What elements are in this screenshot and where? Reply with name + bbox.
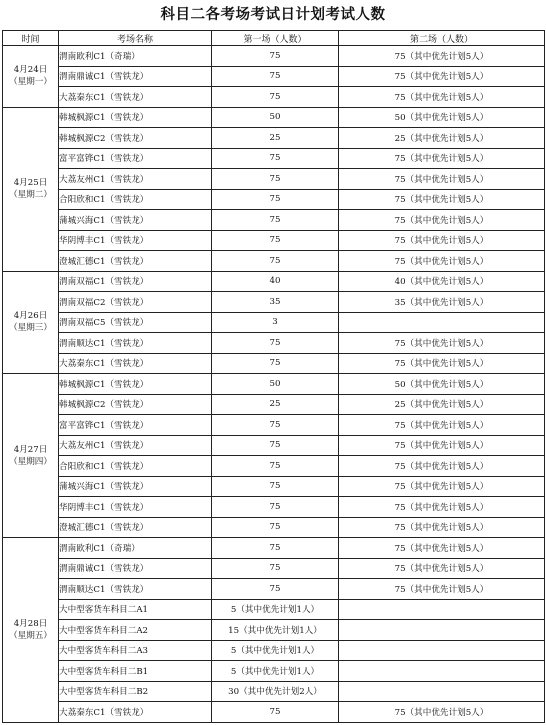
session2-cell: 75（其中优先计划5人）	[339, 497, 545, 518]
session1-cell: 75	[212, 66, 339, 87]
date-cell	[3, 538, 59, 723]
session2-cell	[339, 620, 545, 641]
session2-cell: 75（其中优先计划5人）	[339, 456, 545, 477]
header-venue: 考场名称	[59, 31, 212, 46]
venue-cell: 韩城枫源C1（雪铁龙）	[59, 107, 212, 128]
session2-cell: 75（其中优先计划5人）	[339, 579, 545, 600]
venue-cell: 大中型客货车科目二A3	[59, 640, 212, 661]
venue-cell: 大中型客货车科目二B2	[59, 681, 212, 702]
session2-cell: 75（其中优先计划5人）	[339, 210, 545, 231]
date-label: 4月25日	[13, 178, 48, 188]
date-label: 4月27日	[13, 444, 48, 455]
table-row	[3, 87, 545, 108]
table-row	[3, 415, 545, 436]
date-label: 4月24日	[13, 65, 48, 76]
date-cell	[3, 107, 59, 271]
session2-cell: 75（其中优先计划5人）	[339, 476, 545, 497]
session2-cell: 75（其中优先计划5人）	[339, 702, 545, 723]
session2-cell: 75（其中优先计划5人）	[339, 353, 545, 374]
venue-cell: 渭南双福C5（雪铁龙）	[59, 312, 212, 333]
venue-cell: 大荔友州C1（雪铁龙）	[59, 435, 212, 456]
session2-cell: 75（其中优先计划5人）	[339, 558, 545, 579]
session2-cell	[339, 681, 545, 702]
session2-cell	[339, 312, 545, 333]
weekday-label: （星期二）	[9, 190, 52, 200]
session2-cell: 50（其中优先计划5人）	[339, 107, 545, 128]
session2-cell: 75（其中优先计划5人）	[339, 517, 545, 538]
venue-cell: 韩城枫源C2（雪铁龙）	[59, 394, 212, 415]
session1-cell: 75	[212, 353, 339, 374]
venue-cell: 渭南鼎诚C1（雪铁龙）	[59, 66, 212, 87]
table-row	[3, 640, 545, 661]
session2-cell: 25（其中优先计划5人）	[339, 394, 545, 415]
table-row	[3, 230, 545, 251]
session2-cell: 75（其中优先计划5人）	[339, 169, 545, 190]
session1-cell: 75	[212, 87, 339, 108]
table-row	[3, 394, 545, 415]
venue-cell: 渭南鼎诚C1（雪铁龙）	[59, 558, 212, 579]
session2-cell	[339, 599, 545, 620]
session1-cell: 40	[212, 271, 339, 292]
session1-cell: 50	[212, 374, 339, 395]
venue-cell: 合阳欣和C1（雪铁龙）	[59, 189, 212, 210]
table-row	[3, 456, 545, 477]
session1-cell: 75	[212, 148, 339, 169]
table-row	[3, 210, 545, 231]
date-cell	[3, 46, 59, 108]
table-row	[3, 148, 545, 169]
venue-cell: 蒲城兴海C1（雪铁龙）	[59, 210, 212, 231]
session1-cell: 75	[212, 169, 339, 190]
header-session1: 第一场（人数）	[212, 31, 339, 46]
venue-cell: 渭南顺达C1（雪铁龙）	[59, 333, 212, 354]
session1-cell: 75	[212, 579, 339, 600]
venue-cell: 渭南双福C2（雪铁龙）	[59, 292, 212, 313]
header-session2: 第二场（人数）	[339, 31, 545, 46]
session2-cell: 75（其中优先计划5人）	[339, 46, 545, 67]
session1-cell: 3	[212, 312, 339, 333]
venue-cell: 华阴博丰C1（雪铁龙）	[59, 230, 212, 251]
table-row	[3, 599, 545, 620]
venue-cell: 渭南欧利C1（奇瑞）	[59, 538, 212, 559]
venue-cell: 渭南双福C1（雪铁龙）	[59, 271, 212, 292]
session2-cell	[339, 640, 545, 661]
venue-cell: 韩城枫源C2（雪铁龙）	[59, 128, 212, 149]
table-row	[3, 435, 545, 456]
table-row	[3, 517, 545, 538]
table-row	[3, 333, 545, 354]
session1-cell: 25	[212, 128, 339, 149]
session1-cell: 75	[212, 435, 339, 456]
venue-cell: 韩城枫源C1（雪铁龙）	[59, 374, 212, 395]
venue-cell: 大荔秦东C1（雪铁龙）	[59, 702, 212, 723]
date-label: 4月28日	[13, 618, 48, 629]
session1-cell: 75	[212, 46, 339, 67]
table-row	[3, 497, 545, 518]
table-row	[3, 128, 545, 149]
venue-cell: 富平富铧C1（雪铁龙）	[59, 148, 212, 169]
table-row	[3, 271, 545, 292]
session1-cell: 75	[212, 538, 339, 559]
session1-cell: 75	[212, 210, 339, 231]
table-row	[3, 681, 545, 702]
table-row	[3, 292, 545, 313]
table-row	[3, 579, 545, 600]
session1-cell: 5（其中优先计划1人）	[212, 640, 339, 661]
session1-cell: 5（其中优先计划1人）	[212, 599, 339, 620]
session2-cell: 40（其中优先计划5人）	[339, 271, 545, 292]
venue-cell: 大中型客货车科目二A2	[59, 620, 212, 641]
schedule-table	[2, 30, 545, 723]
session2-cell: 75（其中优先计划5人）	[339, 333, 545, 354]
venue-cell: 合阳欣和C1（雪铁龙）	[59, 456, 212, 477]
table-row	[3, 107, 545, 128]
venue-cell: 澄城汇德C1（雪铁龙）	[59, 517, 212, 538]
page-title: 科目二各考场考试日计划考试人数	[160, 7, 386, 23]
weekday-label: （星期三）	[9, 323, 52, 334]
table-row	[3, 251, 545, 272]
venue-cell: 渭南顺达C1（雪铁龙）	[59, 579, 212, 600]
weekday-label: （星期一）	[9, 77, 52, 88]
session1-cell: 75	[212, 476, 339, 497]
session2-cell: 75（其中优先计划5人）	[339, 538, 545, 559]
session1-cell: 75	[212, 415, 339, 436]
weekday-label: （星期四）	[9, 456, 52, 467]
venue-cell: 大荔友州C1（雪铁龙）	[59, 169, 212, 190]
session2-cell: 75（其中优先计划5人）	[339, 87, 545, 108]
venue-cell: 渭南欧利C1（奇瑞）	[59, 46, 212, 67]
session1-cell: 75	[212, 456, 339, 477]
session2-cell: 25（其中优先计划5人）	[339, 128, 545, 149]
session2-cell: 75（其中优先计划5人）	[339, 66, 545, 87]
table-header-row	[3, 31, 545, 46]
table-row	[3, 538, 545, 559]
header-time: 时间	[3, 31, 59, 46]
venue-cell: 富平富铧C1（雪铁龙）	[59, 415, 212, 436]
date-cell	[3, 271, 59, 374]
session1-cell: 15（其中优先计划1人）	[212, 620, 339, 641]
date-cell	[3, 374, 59, 538]
session1-cell: 75	[212, 497, 339, 518]
session2-cell: 75（其中优先计划5人）	[339, 189, 545, 210]
session1-cell: 5（其中优先计划1人）	[212, 661, 339, 682]
table-row	[3, 353, 545, 374]
session1-cell: 75	[212, 702, 339, 723]
session1-cell: 75	[212, 230, 339, 251]
table-row	[3, 66, 545, 87]
table-row	[3, 661, 545, 682]
table-row	[3, 189, 545, 210]
table-row	[3, 702, 545, 723]
table-row	[3, 558, 545, 579]
table-row	[3, 169, 545, 190]
venue-cell: 大荔秦东C1（雪铁龙）	[59, 87, 212, 108]
session2-cell: 75（其中优先计划5人）	[339, 251, 545, 272]
venue-cell: 大中型客货车科目二B1	[59, 661, 212, 682]
session1-cell: 75	[212, 517, 339, 538]
table-row	[3, 46, 545, 67]
table-body	[3, 46, 545, 723]
session2-cell: 75（其中优先计划5人）	[339, 230, 545, 251]
session1-cell: 35	[212, 292, 339, 313]
session1-cell: 75	[212, 189, 339, 210]
session2-cell: 75（其中优先计划5人）	[339, 148, 545, 169]
session2-cell: 50（其中优先计划5人）	[339, 374, 545, 395]
venue-cell: 华阴博丰C1（雪铁龙）	[59, 497, 212, 518]
table-row	[3, 312, 545, 333]
session2-cell: 75（其中优先计划5人）	[339, 435, 545, 456]
venue-cell: 澄城汇德C1（雪铁龙）	[59, 251, 212, 272]
session1-cell: 75	[212, 251, 339, 272]
session1-cell: 30（其中优先计划2人）	[212, 681, 339, 702]
venue-cell: 蒲城兴海C1（雪铁龙）	[59, 476, 212, 497]
session1-cell: 75	[212, 558, 339, 579]
table-row	[3, 620, 545, 641]
table-row	[3, 374, 545, 395]
session2-cell: 35（其中优先计划5人）	[339, 292, 545, 313]
venue-cell: 大中型客货车科目二A1	[59, 599, 212, 620]
weekday-label: （星期五）	[9, 630, 52, 641]
session1-cell: 75	[212, 333, 339, 354]
session2-cell: 75（其中优先计划5人）	[339, 415, 545, 436]
session1-cell: 25	[212, 394, 339, 415]
date-label: 4月26日	[13, 311, 48, 322]
venue-cell: 大荔秦东C1（雪铁龙）	[59, 353, 212, 374]
session1-cell: 50	[212, 107, 339, 128]
session2-cell	[339, 661, 545, 682]
table-row	[3, 476, 545, 497]
